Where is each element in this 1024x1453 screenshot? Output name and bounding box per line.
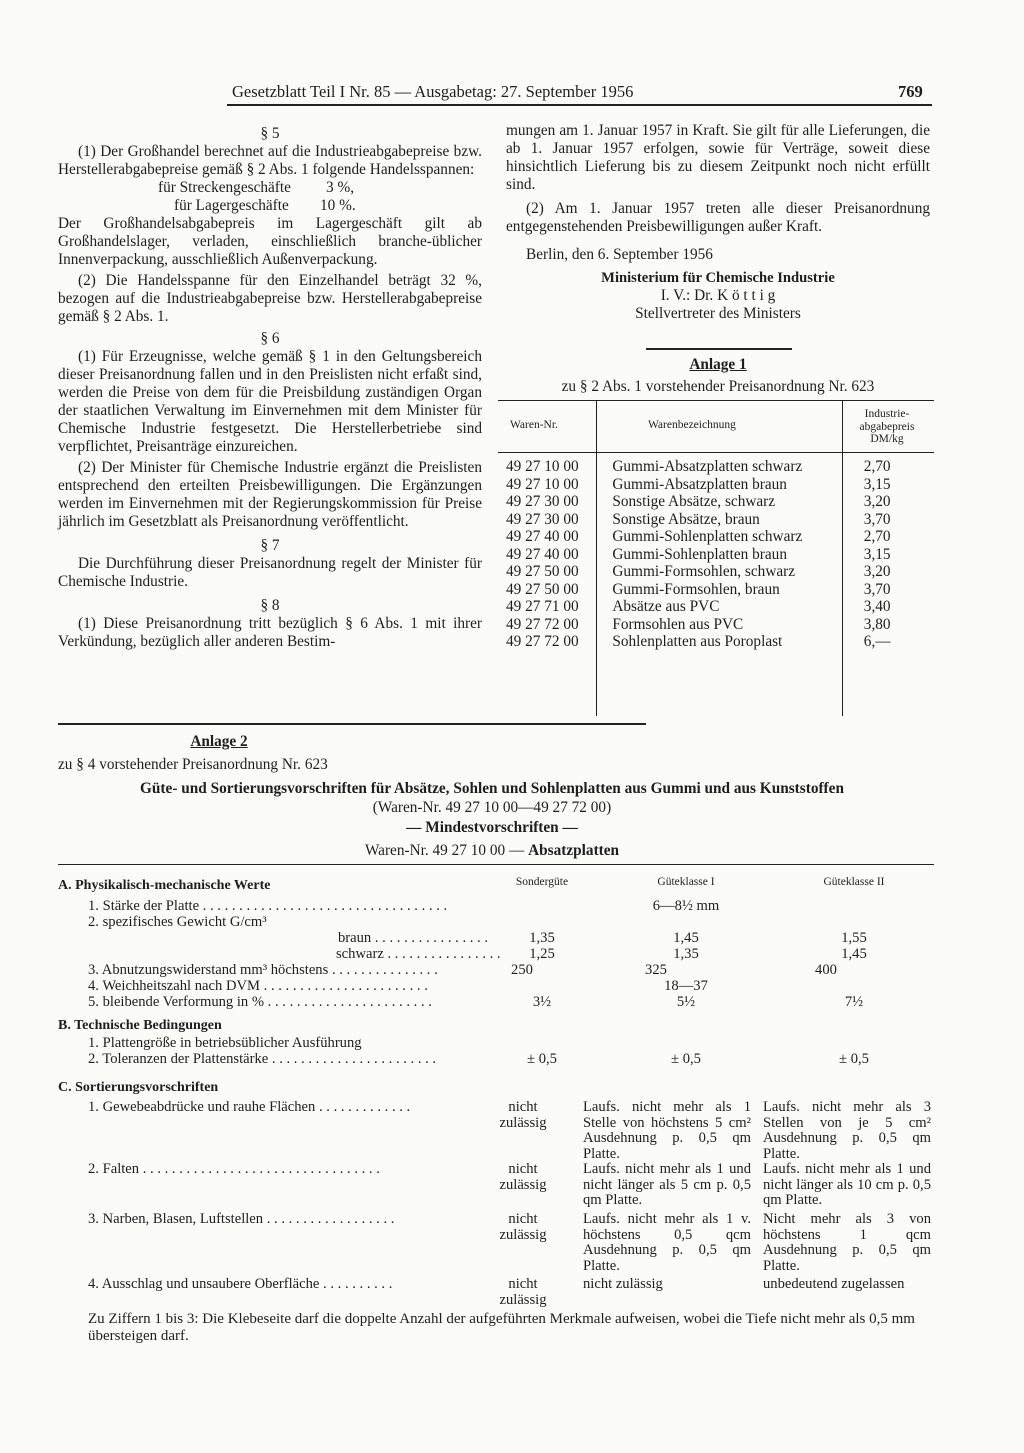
row-a5: 5. bleibende Verformung in % . . . . . . . . . . . . . . . . . . . . . . . <box>88 994 432 1010</box>
row-a5-v3: 7½ <box>844 994 864 1010</box>
anlage2-heading: Güte- und Sortierungsvorschriften für Absätze, Sohlen und Sohlenplatten aus Gummi und aus Kunststoffen <box>140 780 844 797</box>
table1-row <box>498 616 934 634</box>
row-a2-label: 2. spezifisches Gewicht G/cm³ <box>88 914 267 930</box>
table1-cell-price: 3,70 <box>863 510 891 528</box>
row-a2-schwarz-v2: 1,35 <box>673 946 699 962</box>
s8-heading: § 8 <box>260 597 280 614</box>
row-c4: 4. Ausschlag und unsaubere Oberfläche . . . . . . . . . . <box>88 1276 393 1292</box>
row-a3-v3: 400 <box>815 962 837 978</box>
row-a2-braun: braun . . . . . . . . . . . . . . . . <box>338 930 488 946</box>
section-b-heading: B. Technische Bedingungen <box>58 1018 222 1033</box>
row-a1-label: 1. Stärke der Platte <box>88 898 200 914</box>
row-c-v2: Laufs. nicht mehr als 1 und nicht länger als 5 cm p. 0,5 qm Platte. <box>583 1161 751 1208</box>
anlage2-waren <box>40 842 944 860</box>
table1-cell-name: Gummi-Sohlenplatten schwarz <box>612 528 803 545</box>
section-c-heading: C. Sortierungsvorschriften <box>58 1080 219 1095</box>
table1-row <box>498 528 934 546</box>
page-header <box>0 82 1024 104</box>
table1-cell-price: 6,— <box>863 633 891 650</box>
row-a2-schwarz-v3: 1,45 <box>841 946 867 962</box>
row-a5-v1: 3½ <box>532 994 552 1010</box>
columns-bottom-rule <box>58 723 646 725</box>
anlage2-min: — Mindestvorschriften — <box>406 819 578 836</box>
table1-cell-name: Formsohlen aus PVC <box>612 615 744 633</box>
row-c-label: 1. Gewebeabdrücke und rauhe Flächen <box>88 1099 316 1115</box>
row-c-v3: Laufs. nicht mehr als 3 Stellen von je 5 cm² Ausdehnung p. 0,5 qm Platte. <box>763 1099 931 1162</box>
s7-heading: § 7 <box>260 537 280 554</box>
table1-header-name: Warenbezeichnung <box>648 419 736 431</box>
row-a2-braun-label: braun <box>338 930 372 946</box>
col-header-gueteklasse-2: Güteklasse II <box>823 876 885 888</box>
table1-header-nr: Waren-Nr. <box>510 419 558 431</box>
anlage2-range: (Waren-Nr. 49 27 10 00—49 27 72 00) <box>372 799 612 816</box>
row-a3-v1: 250 <box>511 962 533 978</box>
row-c-v3: unbedeutend zugelassen <box>763 1276 905 1292</box>
row-a2-braun-v2: 1,45 <box>673 930 699 946</box>
waren-prefix: Waren-Nr. 49 27 10 00 — <box>364 842 525 859</box>
row-c-v3: Laufs. nicht mehr als 1 und nicht länger als 10 cm p. 0,5 qm Platte. <box>763 1161 931 1208</box>
table1-cell-price: 3,70 <box>863 580 891 598</box>
anlage1-subtitle: zu § 2 Abs. 1 vorstehender Preisanordnung Nr. 623 <box>561 378 875 395</box>
table1-cell-nr: 49 27 72 00 <box>506 615 579 633</box>
col-header-gueteklasse-1: Güteklasse I <box>657 876 715 888</box>
row-a3-label: 3. Abnutzungswiderstand mm³ höchstens <box>88 962 329 978</box>
s5-paragraph-1: (1) Der Großhandel berechnet auf die Industrieabgabepreise bzw. Herstellerabgabepreise gemäß § 2 Abs. 1 folgende Handelsspannen: <box>58 143 482 178</box>
s5-item-2 <box>58 197 482 215</box>
row-a2-braun-v1: 1,35 <box>529 930 555 946</box>
row-a2-schwarz-label: schwarz <box>336 946 384 962</box>
row-b2-v1: ± 0,5 <box>527 1051 557 1067</box>
s8-paragraph-1: (1) Diese Preisanordnung tritt bezüglich § 6 Abs. 1 mit ihrer Verkündung, bezüglich aller anderen Bestim- <box>58 615 482 650</box>
s5-paragraph-2: (2) Die Handelsspanne für den Einzelhandel beträgt 32 %, bezogen auf die Industrieabgabepreise bzw. Herstellerabgabepreise gemäß § 2 Abs. 1. <box>58 272 482 325</box>
s7-paragraph-1: Die Durchführung dieser Preisanordnung regelt der Minister für Chemische Industrie. <box>58 555 482 590</box>
table1-cell-name: Gummi-Absatzplatten braun <box>612 475 787 493</box>
table1-row <box>498 476 934 494</box>
row-c3: 3. Narben, Blasen, Luftstellen . . . . . . . . . . . . . . . . . . <box>88 1211 395 1227</box>
table1-cell-nr: 49 27 40 00 <box>506 528 579 545</box>
s6-heading: § 6 <box>260 330 280 347</box>
s5-paragraph-1b: Der Großhandelsabgabepreis im Lagergeschäft gilt ab Großhandelslager, verladen, einschließlich branche-üblicher Innenverpackung, ausschließlich Außenverpackung. <box>58 215 482 268</box>
table1-cell-price: 3,20 <box>863 493 891 510</box>
table1-cell-nr: 49 27 40 00 <box>506 545 579 563</box>
table1-cell-name: Absätze aus PVC <box>612 598 720 615</box>
row-c-v2: nicht zulässig <box>583 1276 663 1292</box>
table1-cell-name: Gummi-Formsohlen, braun <box>612 580 780 598</box>
row-c-label: 3. Narben, Blasen, Luftstellen <box>88 1211 264 1227</box>
table1-row <box>498 581 934 599</box>
table1-cell-price: 3,15 <box>863 475 891 493</box>
table1-header-price: Industrie-abgabepreis DM/kg <box>859 408 915 445</box>
row-c-label: 2. Falten <box>88 1161 140 1177</box>
table1-cell-name: Gummi-Formsohlen, schwarz <box>612 563 796 580</box>
signature-rule <box>646 348 792 350</box>
row-b2-v3: ± 0,5 <box>839 1051 869 1067</box>
table1-cell-price: 3,80 <box>863 615 891 633</box>
row-c-label: 4. Ausschlag und unsaubere Oberfläche <box>88 1276 320 1292</box>
s6-paragraph-1: (1) Für Erzeugnisse, welche gemäß § 1 in den Geltungsbereich dieser Preisanordnung fallen und in den Preislisten nicht erfaßt sind, werden die Preise von dem für die Preisbildung zuständigen Organ der staatlichen Verwaltung im Einvernehmen mit dem Minister für Chemische Industrie festgesetzt. Die Herstellerbetriebe sind verpflichtet, Preisanträge einzureichen. <box>58 348 482 455</box>
s5-item-label: für Lagergeschäfte <box>174 197 289 214</box>
table1-cell-nr: 49 27 30 00 <box>506 493 579 510</box>
place-date: Berlin, den 6. September 1956 <box>526 246 713 263</box>
table1-cell-price: 2,70 <box>863 528 891 545</box>
table1-cell-name: Gummi-Sohlenplatten braun <box>612 545 787 563</box>
table1-cell-price: 3,20 <box>863 563 891 580</box>
signatory: I. V.: Dr. K ö t t i g <box>660 287 776 304</box>
row-a2-schwarz: schwarz . . . . . . . . . . . . . . . . <box>336 946 501 962</box>
footnote: Zu Ziffern 1 bis 3: Die Klebeseite darf die doppelte Anzahl der aufgeführten Merkmale aufweisen, wobei die Tiefe nicht mehr als 0,5 mm übersteigen darf. <box>88 1311 915 1344</box>
table1-row <box>498 598 934 616</box>
row-c2: 2. Falten . . . . . . . . . . . . . . . . . . . . . . . . . . . . . . . . . <box>88 1161 380 1177</box>
row-a1-value: 6—8½ mm <box>652 898 720 914</box>
row-c-v1: nicht zulässig <box>499 1161 547 1193</box>
row-b1-label: 1. Plattengröße in betriebsüblicher Ausführung <box>88 1035 362 1051</box>
table1-cell-nr: 49 27 72 00 <box>506 633 579 650</box>
row-b2-v2: ± 0,5 <box>671 1051 701 1067</box>
table1-cell-nr: 49 27 30 00 <box>506 510 579 528</box>
table1-cell-name: Gummi-Absatzplatten schwarz <box>612 458 803 475</box>
table1-cell-price: 3,15 <box>863 545 891 563</box>
table1-row <box>498 563 934 581</box>
anlage2-subtitle: zu § 4 vorstehender Preisanordnung Nr. 623 <box>58 756 328 773</box>
table1-row <box>498 511 934 529</box>
row-c-v3: Nicht mehr als 3 von höchstens 1 qcm Ausdehnung p. 0,5 qm Platte. <box>763 1211 931 1274</box>
row-a2-schwarz-v1: 1,25 <box>529 946 555 962</box>
table1-cell-nr: 49 27 71 00 <box>506 598 579 615</box>
s5-item-1 <box>58 179 482 197</box>
s8-continuation: mungen am 1. Januar 1957 in Kraft. Sie gilt für alle Lieferungen, die ab 1. Januar 1957 erfolgen, sowie für Verträge, soweit diese hinsichtlich Lieferung bis zu diesem Zeitpunkt noch nicht erfüllt sind. <box>506 122 930 193</box>
ministry-name: Ministerium für Chemische Industrie <box>601 270 835 286</box>
s5-heading: § 5 <box>260 125 280 142</box>
row-c-v2: Laufs. nicht mehr als 1 Stelle von höchstens 5 cm² Ausdehnung p. 0,5 qm Platte. <box>583 1099 751 1162</box>
table1-row <box>498 546 934 564</box>
table1-cell-price: 2,70 <box>863 458 891 475</box>
table1-cell-nr: 49 27 50 00 <box>506 580 579 598</box>
table1-top-rule <box>498 400 934 401</box>
header-title: Gesetzblatt Teil I Nr. 85 — Ausgabetag: 27. September 1956 <box>232 82 634 101</box>
row-a5-label: 5. bleibende Verformung in % <box>88 994 265 1010</box>
row-a3-v2: 325 <box>645 962 667 978</box>
anlage2-title: Anlage 2 <box>190 733 248 750</box>
table1-cell-name: Sonstige Absätze, braun <box>612 510 760 528</box>
row-c-v1: nicht zulässig <box>499 1276 547 1308</box>
table2-top-rule <box>58 864 934 865</box>
table1-row <box>498 458 934 476</box>
table1-row <box>498 633 934 651</box>
anlage1-title: Anlage 1 <box>689 356 747 373</box>
s5-item-value: 3 %, <box>326 179 355 196</box>
row-a4-label: 4. Weichheitszahl nach DVM <box>88 978 261 994</box>
row-a3: 3. Abnutzungswiderstand mm³ höchstens . . . . . . . . . . . . . . . <box>88 962 438 978</box>
price-table <box>498 458 934 651</box>
row-c-v1: nicht zulässig <box>499 1211 547 1243</box>
col-header-sonderguete: Sondergüte <box>515 876 569 888</box>
waren-title: Absatzplatten <box>528 842 620 859</box>
s5-item-label: für Streckengeschäfte <box>158 179 291 196</box>
row-a2-braun-v3: 1,55 <box>841 930 867 946</box>
row-b2-label: 2. Toleranzen der Plattenstärke <box>88 1051 269 1067</box>
header-rule <box>227 104 932 106</box>
s8-paragraph-2: (2) Am 1. Januar 1957 treten alle dieser Preisanordnung entgegenstehenden Preisbewilligungen außer Kraft. <box>506 200 930 235</box>
table1-cell-nr: 49 27 50 00 <box>506 563 579 580</box>
right-column <box>506 122 930 323</box>
section-a-heading: A. Physikalisch-mechanische Werte <box>58 878 271 893</box>
signatory-role: Stellvertreter des Ministers <box>635 305 801 322</box>
page-number: 769 <box>898 82 923 101</box>
quality-table <box>58 878 934 1344</box>
table1-cell-price: 3,40 <box>863 598 891 615</box>
row-c1: 1. Gewebeabdrücke und rauhe Flächen . . . . . . . . . . . . . <box>88 1099 411 1115</box>
left-column <box>58 125 482 651</box>
s5-item-value: 10 %. <box>320 197 356 214</box>
row-a4-value: 18—37 <box>664 978 708 994</box>
table1-cell-nr: 49 27 10 00 <box>506 475 579 493</box>
row-a5-v2: 5½ <box>676 994 696 1010</box>
table1-cell-name: Sonstige Absätze, schwarz <box>612 493 776 510</box>
row-a4: 4. Weichheitszahl nach DVM . . . . . . . . . . . . . . . . . . . . . . . <box>88 978 428 994</box>
row-a1: 1. Stärke der Platte . . . . . . . . . . . . . . . . . . . . . . . . . . . . . . . . . . <box>88 898 448 914</box>
table1-cell-nr: 49 27 10 00 <box>506 458 579 475</box>
row-c-v2: Laufs. nicht mehr als 1 v. höchstens 0,5 qcm Ausdehnung p. 0,5 qm Platte. <box>583 1211 751 1274</box>
row-b2: 2. Toleranzen der Plattenstärke . . . . . . . . . . . . . . . . . . . . . . . <box>88 1051 437 1067</box>
table1-header <box>498 402 934 452</box>
row-c-v1: nicht zulässig <box>499 1099 547 1131</box>
table1-cell-name: Sohlenplatten aus Poroplast <box>612 633 783 650</box>
s6-paragraph-2: (2) Der Minister für Chemische Industrie ergänzt die Preislisten entsprechend den erteilten Preisbewilligungen. Die Ergänzungen werden im Einvernehmen mit der Regierungskommission für Preise jährlich im Gesetzblatt als Preisanordnung veröffentlicht. <box>58 459 482 530</box>
table1-row <box>498 493 934 511</box>
table1-header-rule <box>498 452 934 453</box>
